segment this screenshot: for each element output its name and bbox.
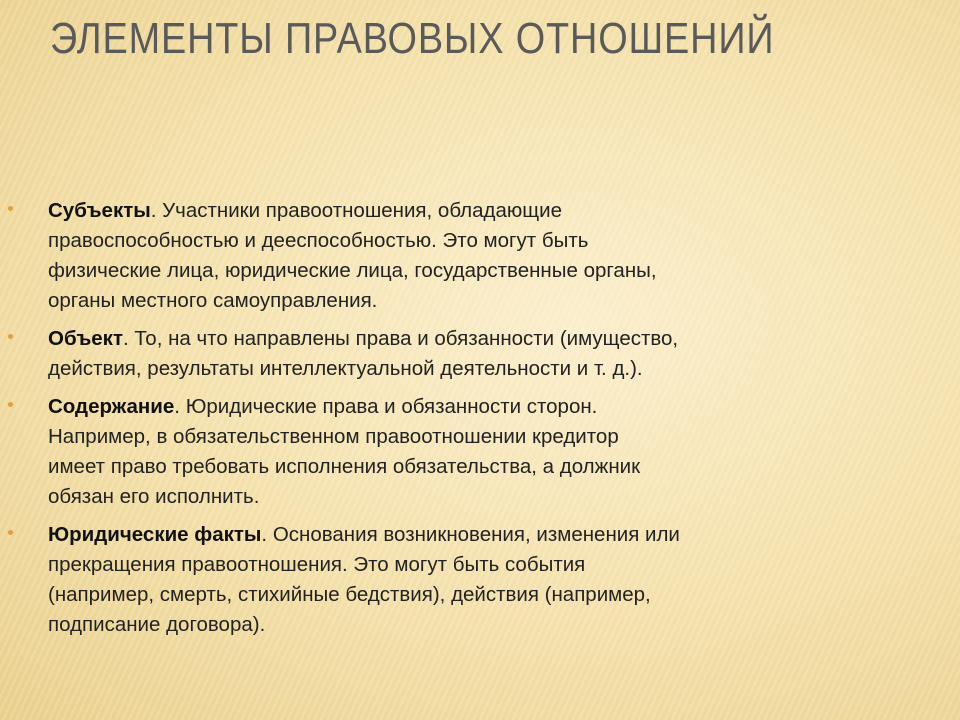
text: правоспособностью и дееспособностью. Это могут быть [48,229,589,252]
text: (например, смерть, стихийные бедствия), действия (например, [48,583,651,606]
term: Содержание [48,395,175,418]
text: . Основания возникновения, изменения или [261,523,680,546]
list-item [48,520,928,640]
bullet-icon [8,402,13,407]
text: подписание договора). [48,613,266,636]
bullet-icon [8,530,13,535]
text: . То, на что направлены права и обязанности (имущество, [122,327,679,350]
term: Юридические факты [48,523,262,546]
text: обязан его исполнить. [48,485,260,508]
text: . Юридические права и обязанности сторон. [174,395,598,418]
list-item [48,196,928,316]
text: прекращения правоотношения. Это могут быть события [48,553,586,576]
bullet-icon [8,334,13,339]
text: органы местного самоуправления. [48,289,378,312]
term: Субъекты [48,199,151,222]
text: действия, результаты интеллектуальной деятельности и т. д.). [48,357,643,380]
list-item [48,324,928,384]
text: . Участники правоотношения, обладающие [150,199,562,222]
bullet-icon [8,206,13,211]
list-item [48,392,928,512]
term: Объект [48,327,123,350]
text: имеет право требовать исполнения обязательства, а должник [48,455,641,478]
bullet-list [48,196,928,648]
text: Например, в обязательственном правоотношении кредитор [48,425,619,448]
text: физические лица, юридические лица, государственные органы, [48,259,657,282]
slide-title: ЭЛЕМЕНТЫ ПРАВОВЫХ ОТНОШЕНИЙ [50,14,775,63]
